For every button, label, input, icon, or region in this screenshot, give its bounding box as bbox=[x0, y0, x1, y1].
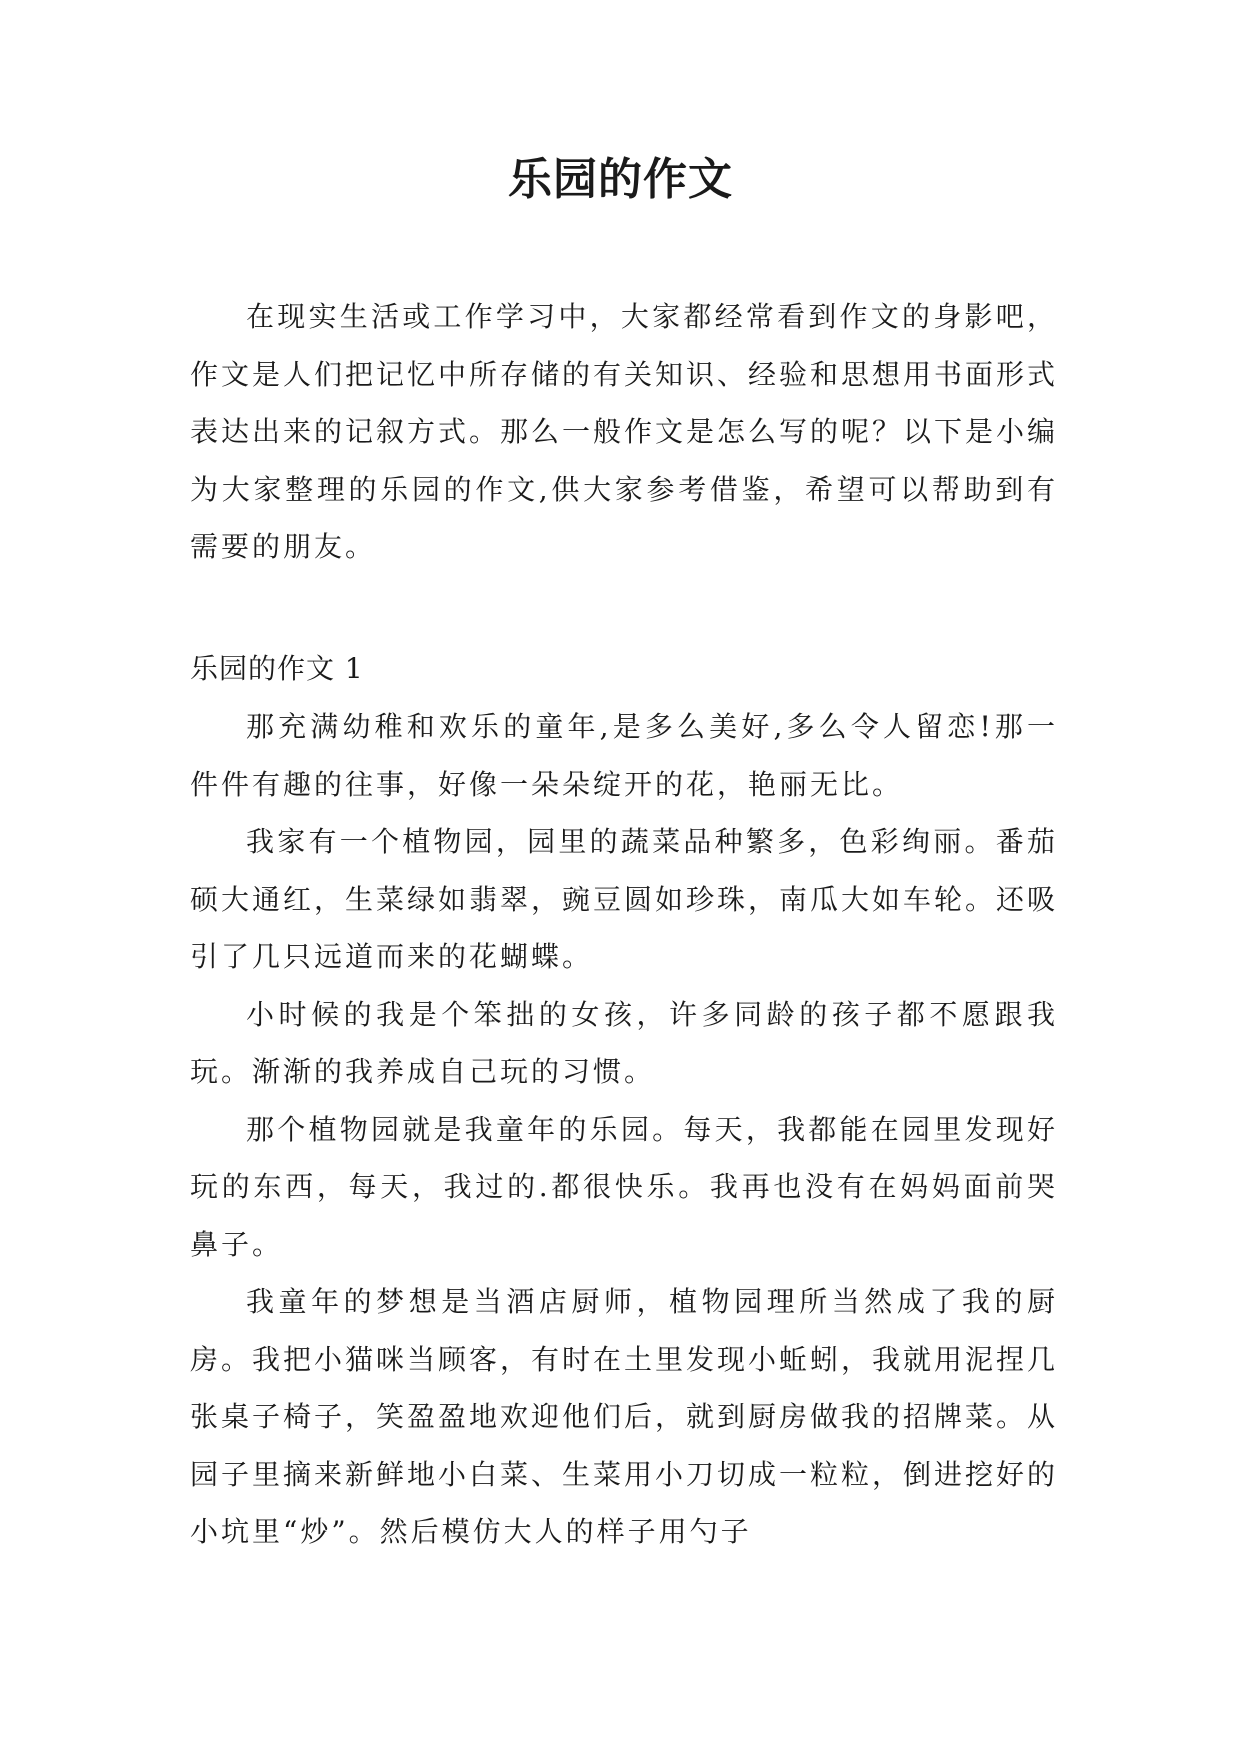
article-body bbox=[190, 698, 1058, 1561]
section-heading: 乐园的作文 1 bbox=[190, 652, 364, 685]
intro-paragraph: 在现实生活或工作学习中，大家都经常看到作文的身影吧，作文是人们把记忆中所存储的有关知识、经验和思想用书面形式表达出来的记叙方式。那么一般作文是怎么写的呢？以下是小编为大家整理的乐园的作文,供大家参考借鉴，希望可以帮助到有需要的朋友。 bbox=[190, 300, 1059, 563]
article-paragraph: 我童年的梦想是当酒店厨师，植物园理所当然成了我的厨房。我把小猫咪当顾客，有时在土里发现小蚯蚓，我就用泥捏几张桌子椅子，笑盈盈地欢迎他们后，就到厨房做我的招牌菜。从园子里摘来新鲜地小白菜、生菜用小刀切成一粒粒，倒进挖好的小坑里“炒”。然后模仿大人的样子用勺子 bbox=[190, 1285, 1059, 1548]
document-title: 乐园的作文 bbox=[508, 154, 733, 205]
article-paragraph: 我家有一个植物园，园里的蔬菜品种繁多，色彩绚丽。番茄硕大通红，生菜绿如翡翠，豌豆圆如珍珠，南瓜大如车轮。还吸引了几只远道而来的花蝴蝶。 bbox=[190, 825, 1059, 973]
article-paragraph: 那充满幼稚和欢乐的童年,是多么美好,多么令人留恋!那一件件有趣的往事，好像一朵朵绽开的花，艳丽无比。 bbox=[190, 710, 1058, 801]
article-paragraph: 小时候的我是个笨拙的女孩，许多同龄的孩子都不愿跟我玩。渐渐的我养成自己玩的习惯。 bbox=[190, 997, 1058, 1088]
article-paragraph: 那个植物园就是我童年的乐园。每天，我都能在园里发现好玩的东西，每天，我过的.都很快乐。我再也没有在妈妈面前哭鼻子。 bbox=[190, 1112, 1058, 1261]
